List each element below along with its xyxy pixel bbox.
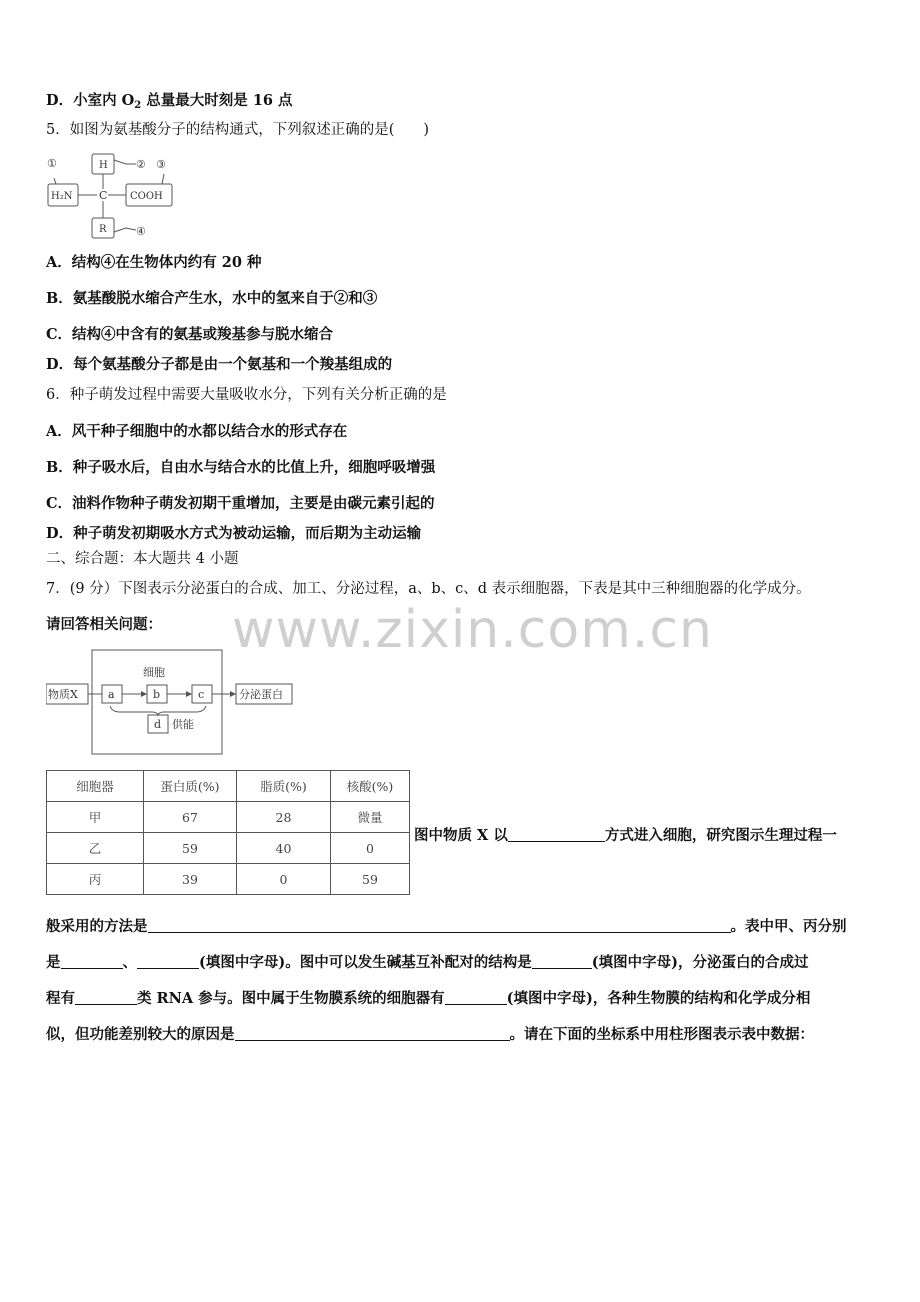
fig-h: H [99, 160, 108, 171]
q7-text: (填图中字母)，分泌蛋白的合成过 [591, 954, 809, 971]
fig-label-4: ④ [136, 225, 146, 238]
fig-label-2: ② [136, 158, 146, 171]
answer-blank[interactable] [508, 827, 605, 842]
table-header-cell: 细胞器 [47, 771, 144, 802]
diagram-energy: 供能 [172, 718, 194, 731]
answer-blank[interactable] [75, 990, 137, 1005]
q7-text: (填图中字母)，各种生物膜的结构和化学成分相 [506, 990, 811, 1007]
q7-text: 类 RNA 参与。图中属于生物膜系统的细胞器有 [137, 990, 445, 1007]
q7-text: 是 [46, 954, 61, 971]
answer-blank[interactable] [445, 990, 507, 1005]
fig-label-1: ① [47, 157, 57, 170]
fig-label-3: ③ [156, 158, 166, 171]
q4-d-text-end: 总量最大时刻是 16 点 [141, 92, 293, 109]
q7-text-line4 [46, 989, 810, 1009]
q6-option-b: B．种子吸水后，自由水与结合水的比值上升，细胞呼吸增强 [46, 459, 436, 476]
q7-text: 般采用的方法是 [46, 918, 148, 935]
fig-c: C [99, 189, 108, 202]
q7-stem-line1: 7．(9 分）下图表示分泌蛋白的合成、加工、分泌过程，a、b、c、d 表示细胞器，下表是其中三种细胞器的化学成分。 [46, 581, 811, 597]
secretory-protein-diagram [46, 648, 296, 758]
organelle-composition-table [46, 770, 410, 895]
q6-option-c: C．油料作物种子萌发初期干重增加，主要是由碳元素引起的 [46, 495, 435, 512]
amino-acid-structure-figure [46, 150, 186, 246]
q7-text-line1 [414, 826, 837, 846]
table-cell: 40 [237, 833, 331, 864]
section-2-heading: 二、综合题：本大题共 4 小题 [46, 551, 239, 567]
diagram-substance-x: 物质X [48, 688, 78, 701]
table-cell: 微量 [331, 802, 410, 833]
table-row [47, 864, 410, 895]
q6-stem: 6．种子萌发过程中需要大量吸收水分，下列有关分析正确的是 [46, 387, 447, 403]
answer-blank[interactable] [532, 954, 592, 969]
q7-text-line3 [46, 953, 808, 973]
table-row [47, 833, 410, 864]
table-cell: 59 [144, 833, 237, 864]
q5-option-d: D．每个氨基酸分子都是由一个氨基和一个羧基组成的 [46, 356, 393, 373]
fig-r: R [99, 224, 107, 235]
q7-text: 图中物质 X 以 [414, 827, 508, 844]
q7-text-line5 [46, 1025, 814, 1045]
q7-stem-line2: 请回答相关问题： [46, 616, 162, 633]
q7-text: 、 [122, 954, 137, 971]
table-header-row [47, 771, 410, 802]
table-cell: 0 [237, 864, 331, 895]
table-header-cell: 蛋白质(%) [144, 771, 237, 802]
q4-option-d [46, 91, 293, 116]
q7-text: 。表中甲、丙分别 [730, 918, 847, 935]
q5-option-a: A．结构④在生物体内约有 20 种 [46, 254, 262, 271]
table-cell: 甲 [47, 802, 144, 833]
table-header-cell: 核酸(%) [331, 771, 410, 802]
table-row [47, 802, 410, 833]
diagram-b: b [153, 688, 161, 701]
answer-blank[interactable] [137, 954, 199, 969]
q7-text: 。请在下面的坐标系中用柱形图表示表中数据： [509, 1026, 814, 1043]
q7-text: 方式进入细胞，研究图示生理过程一 [604, 827, 837, 844]
diagram-c: c [198, 688, 205, 701]
q6-option-d: D．种子萌发初期吸水方式为被动运输，而后期为主动运输 [46, 525, 422, 542]
q5-option-b: B．氨基酸脱水缩合产生水，水中的氢来自于②和③ [46, 290, 378, 307]
table-cell: 丙 [47, 864, 144, 895]
table-cell: 乙 [47, 833, 144, 864]
watermark: www.zixin.com.cn [232, 600, 713, 660]
answer-blank[interactable] [235, 1026, 510, 1041]
table-cell: 67 [144, 802, 237, 833]
q7-text-line2 [46, 917, 847, 937]
table-cell: 39 [144, 864, 237, 895]
answer-blank[interactable] [61, 954, 123, 969]
answer-blank[interactable] [148, 918, 731, 933]
q7-text: (填图中字母)。图中可以发生碱基互补配对的结构是 [199, 954, 532, 971]
q4-d-text: D．小室内 O [46, 92, 135, 109]
diagram-a: a [108, 688, 115, 701]
table-cell: 59 [331, 864, 410, 895]
fig-cooh: COOH [130, 191, 163, 202]
diagram-secreted-protein: 分泌蛋白 [239, 688, 283, 701]
q6-option-a: A．风干种子细胞中的水都以结合水的形式存在 [46, 423, 348, 440]
table-header-cell: 脂质(%) [237, 771, 331, 802]
q5-option-c: C．结构④中含有的氨基或羧基参与脱水缩合 [46, 326, 334, 343]
q5-stem: 5．如图为氨基酸分子的结构通式，下列叙述正确的是( ) [46, 122, 430, 138]
table-cell: 28 [237, 802, 331, 833]
q4-d-subscript: 2 [134, 100, 142, 111]
q7-text: 程有 [46, 990, 75, 1007]
diagram-cell-label: 细胞 [143, 666, 165, 679]
fig-h2n: H₂N [51, 191, 73, 202]
q7-text: 似，但功能差别较大的原因是 [46, 1026, 235, 1043]
diagram-d: d [154, 718, 162, 731]
table-cell: 0 [331, 833, 410, 864]
